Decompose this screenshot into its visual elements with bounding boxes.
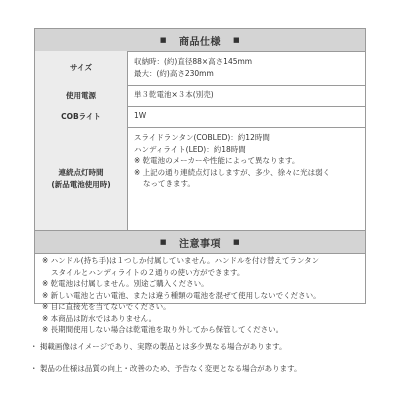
spec-value <box>128 51 365 85</box>
footer-note: ・ 掲載画像はイメージであり、実際の製品とは多少異なる場合があります。 <box>30 342 287 351</box>
note-item: ※ 新しい電池と古い電池、または違う種類の電池を混ぜて使用しないでください。 <box>42 290 321 300</box>
spec-label-line: 連続点灯時間 <box>58 167 104 177</box>
spec-label: 使用電源 <box>35 85 128 106</box>
note-item: スタイルとハンディライトの２通りの使い方ができます。 <box>51 267 245 277</box>
spec-header <box>35 29 365 52</box>
footer-notes <box>30 336 376 380</box>
footer-note: ・ 製品の仕様は品質の向上・改善のため、予告なく変更となる場合があります。 <box>30 364 302 373</box>
spec-row-cob-light <box>35 106 365 128</box>
spec-value <box>128 85 365 106</box>
spec-value-line: ※ 乾電池のメーカーや性能によって異なります。 <box>134 156 300 165</box>
notes-title: 注意事項 <box>179 238 221 250</box>
spec-table <box>34 28 366 334</box>
spec-value-line: 最大：(約)高さ230mm <box>134 68 214 78</box>
spec-value-line: ※ 上記の通り連続点灯はしますが、多少、徐々に光は弱く <box>134 167 331 177</box>
spec-value-line: 収納時：(約)直径88×高さ145mm <box>134 57 253 66</box>
note-item: ※ 長期間使用しない場合は乾電池を取り外してから保管してください。 <box>42 325 284 334</box>
note-item: ※ 乾電池は付属しません。別途ご購入ください。 <box>42 279 209 288</box>
spec-label <box>35 127 128 230</box>
spec-value-line: スライドランタン(COBLED)：約12時間 <box>134 133 270 142</box>
notes-header <box>35 230 365 254</box>
spec-value <box>128 106 365 127</box>
note-item: ※ 本商品は防水ではありません。 <box>42 313 157 323</box>
spec-value <box>128 127 365 230</box>
spec-label: COBライト <box>35 106 128 127</box>
spec-value-line: 1W <box>134 111 147 120</box>
note-item: ※ ハンドル(持ち手)は１つしか付属していません。ハンドルを付け替えてランタン <box>42 256 320 265</box>
spec-value-line: ハンディライト(LED)：約18時間 <box>134 144 246 154</box>
spec-label-line: (新品電池使用時) <box>51 179 111 189</box>
spec-title: 商品仕様 <box>179 36 221 48</box>
spec-value-line: なってきます。 <box>143 179 195 188</box>
note-item: ※ 目に直接光を当てないでください。 <box>42 302 171 311</box>
notes-list <box>35 253 365 338</box>
spec-row-runtime <box>35 127 365 230</box>
spec-row-power <box>35 85 365 107</box>
square-marker-icon: ■ <box>233 36 241 44</box>
square-marker-icon: ■ <box>233 238 241 246</box>
spec-row-size <box>35 51 365 86</box>
spec-value-line: 単３乾電池×３本(別売) <box>134 90 214 99</box>
spec-label: サイズ <box>35 51 128 85</box>
square-marker-icon: ■ <box>159 238 167 246</box>
square-marker-icon: ■ <box>159 36 167 44</box>
